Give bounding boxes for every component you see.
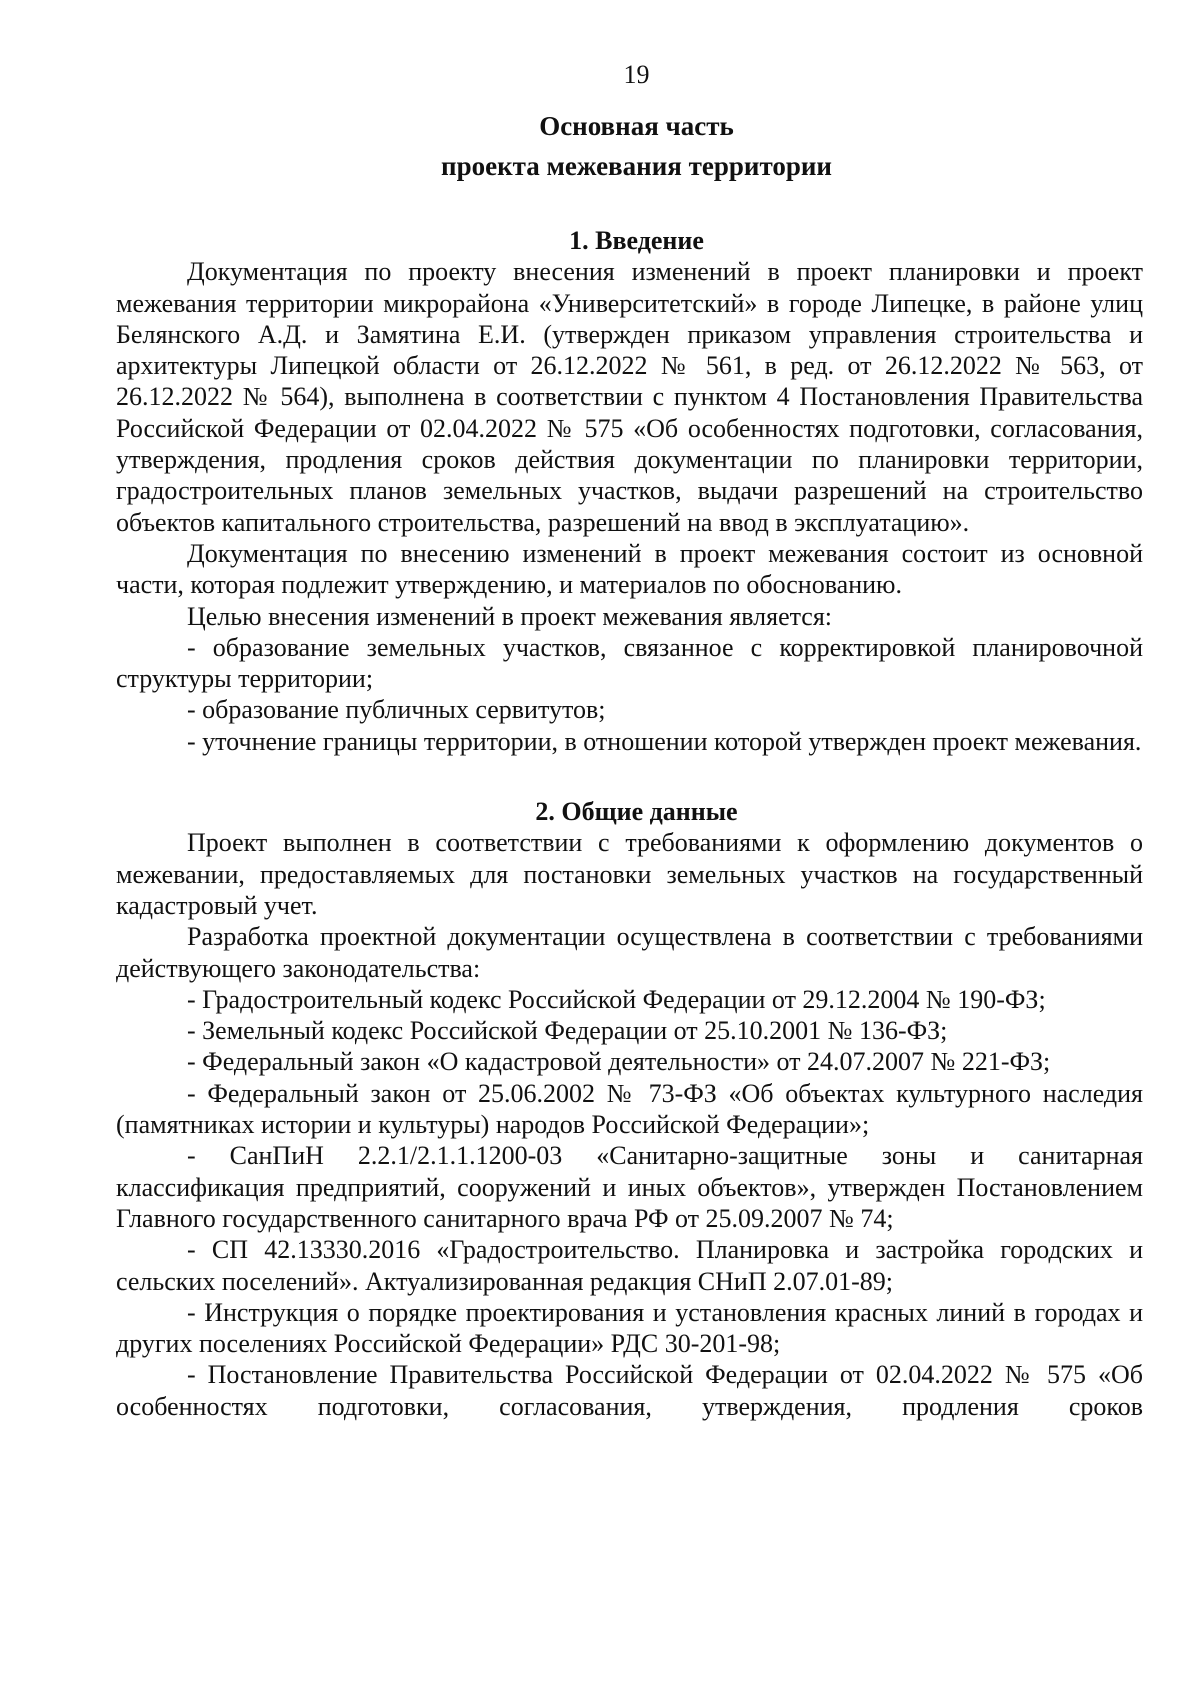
list-item: - Федеральный закон «О кадастровой деятельности» от 24.07.2007 № 221-ФЗ;: [187, 1047, 1051, 1077]
document-title: [130, 106, 1143, 186]
list-item: - Федеральный закон от 25.06.2002 № 73-ФЗ «Об объектах культурного наследия (памятниках истории и культуры) народов Российской Федерации»;: [116, 1078, 1143, 1140]
list-item: - СП 42.13330.2016 «Градостроительство. Планировка и застройка городских и сельских поселений». Актуализированная редакция СНиП 2.07.01-89;: [116, 1235, 1143, 1296]
list-item: - Постановление Правительства Российской Федерации от 02.04.2022 № 575 «Об особенностях подготовки, согласования, утверждения, продления сроков: [116, 1360, 1143, 1421]
page-number: 19: [623, 60, 650, 89]
title-line-2: проекта межевания территории: [441, 151, 832, 181]
list-item: - Градостроительный кодекс Российской Федерации от 29.12.2004 № 190-ФЗ;: [187, 984, 1046, 1014]
section-body-introduction: [116, 256, 1143, 757]
section-body-general-data: [116, 827, 1143, 1422]
paragraph: Документация по проекту внесения изменений в проект планировки и проект межевания территории микрорайона «Университетский» в городе Липецке, в районе улиц Белянского А.Д. и Замятина Е.И. (утвержден приказом управления строительства и архитектуры Липецкой области от 26.12.2022 № 561, в ред. от 26.12.2022 № 563, от 26.12.2022 № 564), выполнена в соответствии с пунктом 4 Постановления Правительства Российской Федерации от 02.04.2022 № 575 «Об особенностях подготовки, согласования, утверждения, продления сроков действия документации по планировки территории, градостроительных планов земельных участков, выдачи разрешений на строительство объектов капитального строительства, разрешений на ввод в эксплуатацию».: [116, 257, 1143, 537]
section-heading-general-data: 2. Общие данные: [535, 797, 738, 827]
list-item: - Инструкция о порядке проектирования и установления красных линий в городах и других поселениях Российской Федерации» РДС 30-201-98;: [116, 1297, 1143, 1359]
title-line-1: Основная часть: [539, 111, 734, 141]
list-item: - образование земельных участков, связанное с корректировкой планировочной структуры территории;: [116, 632, 1143, 694]
paragraph: Разработка проектной документации осуществлена в соответствии с требованиями действующего законодательства:: [116, 922, 1143, 983]
list-item: - СанПиН 2.2.1/2.1.1.1200-03 «Санитарно-защитные зоны и санитарная классификация предприятий, сооружений и иных объектов», утвержден Постановлением Главного государственного санитарного врача РФ от 25.09.2007 № 74;: [116, 1141, 1143, 1233]
paragraph: Проект выполнен в соответствии с требованиями к оформлению документов о межевании, предоставляемых для постановки земельных участков на государственный кадастровый учет.: [116, 828, 1143, 920]
list-item: - Земельный кодекс Российской Федерации от 25.10.2001 № 136-ФЗ;: [187, 1016, 948, 1046]
paragraph: Целью внесения изменений в проект межевания является:: [187, 601, 833, 631]
paragraph: Документация по внесению изменений в проект межевания состоит из основной части, которая подлежит утверждению, и материалов по обоснованию.: [116, 538, 1143, 600]
list-item: - образование публичных сервитутов;: [187, 695, 606, 725]
section-heading-introduction: 1. Введение: [569, 226, 704, 255]
list-item: - уточнение границы территории, в отношении которой утвержден проект межевания.: [187, 726, 1142, 756]
